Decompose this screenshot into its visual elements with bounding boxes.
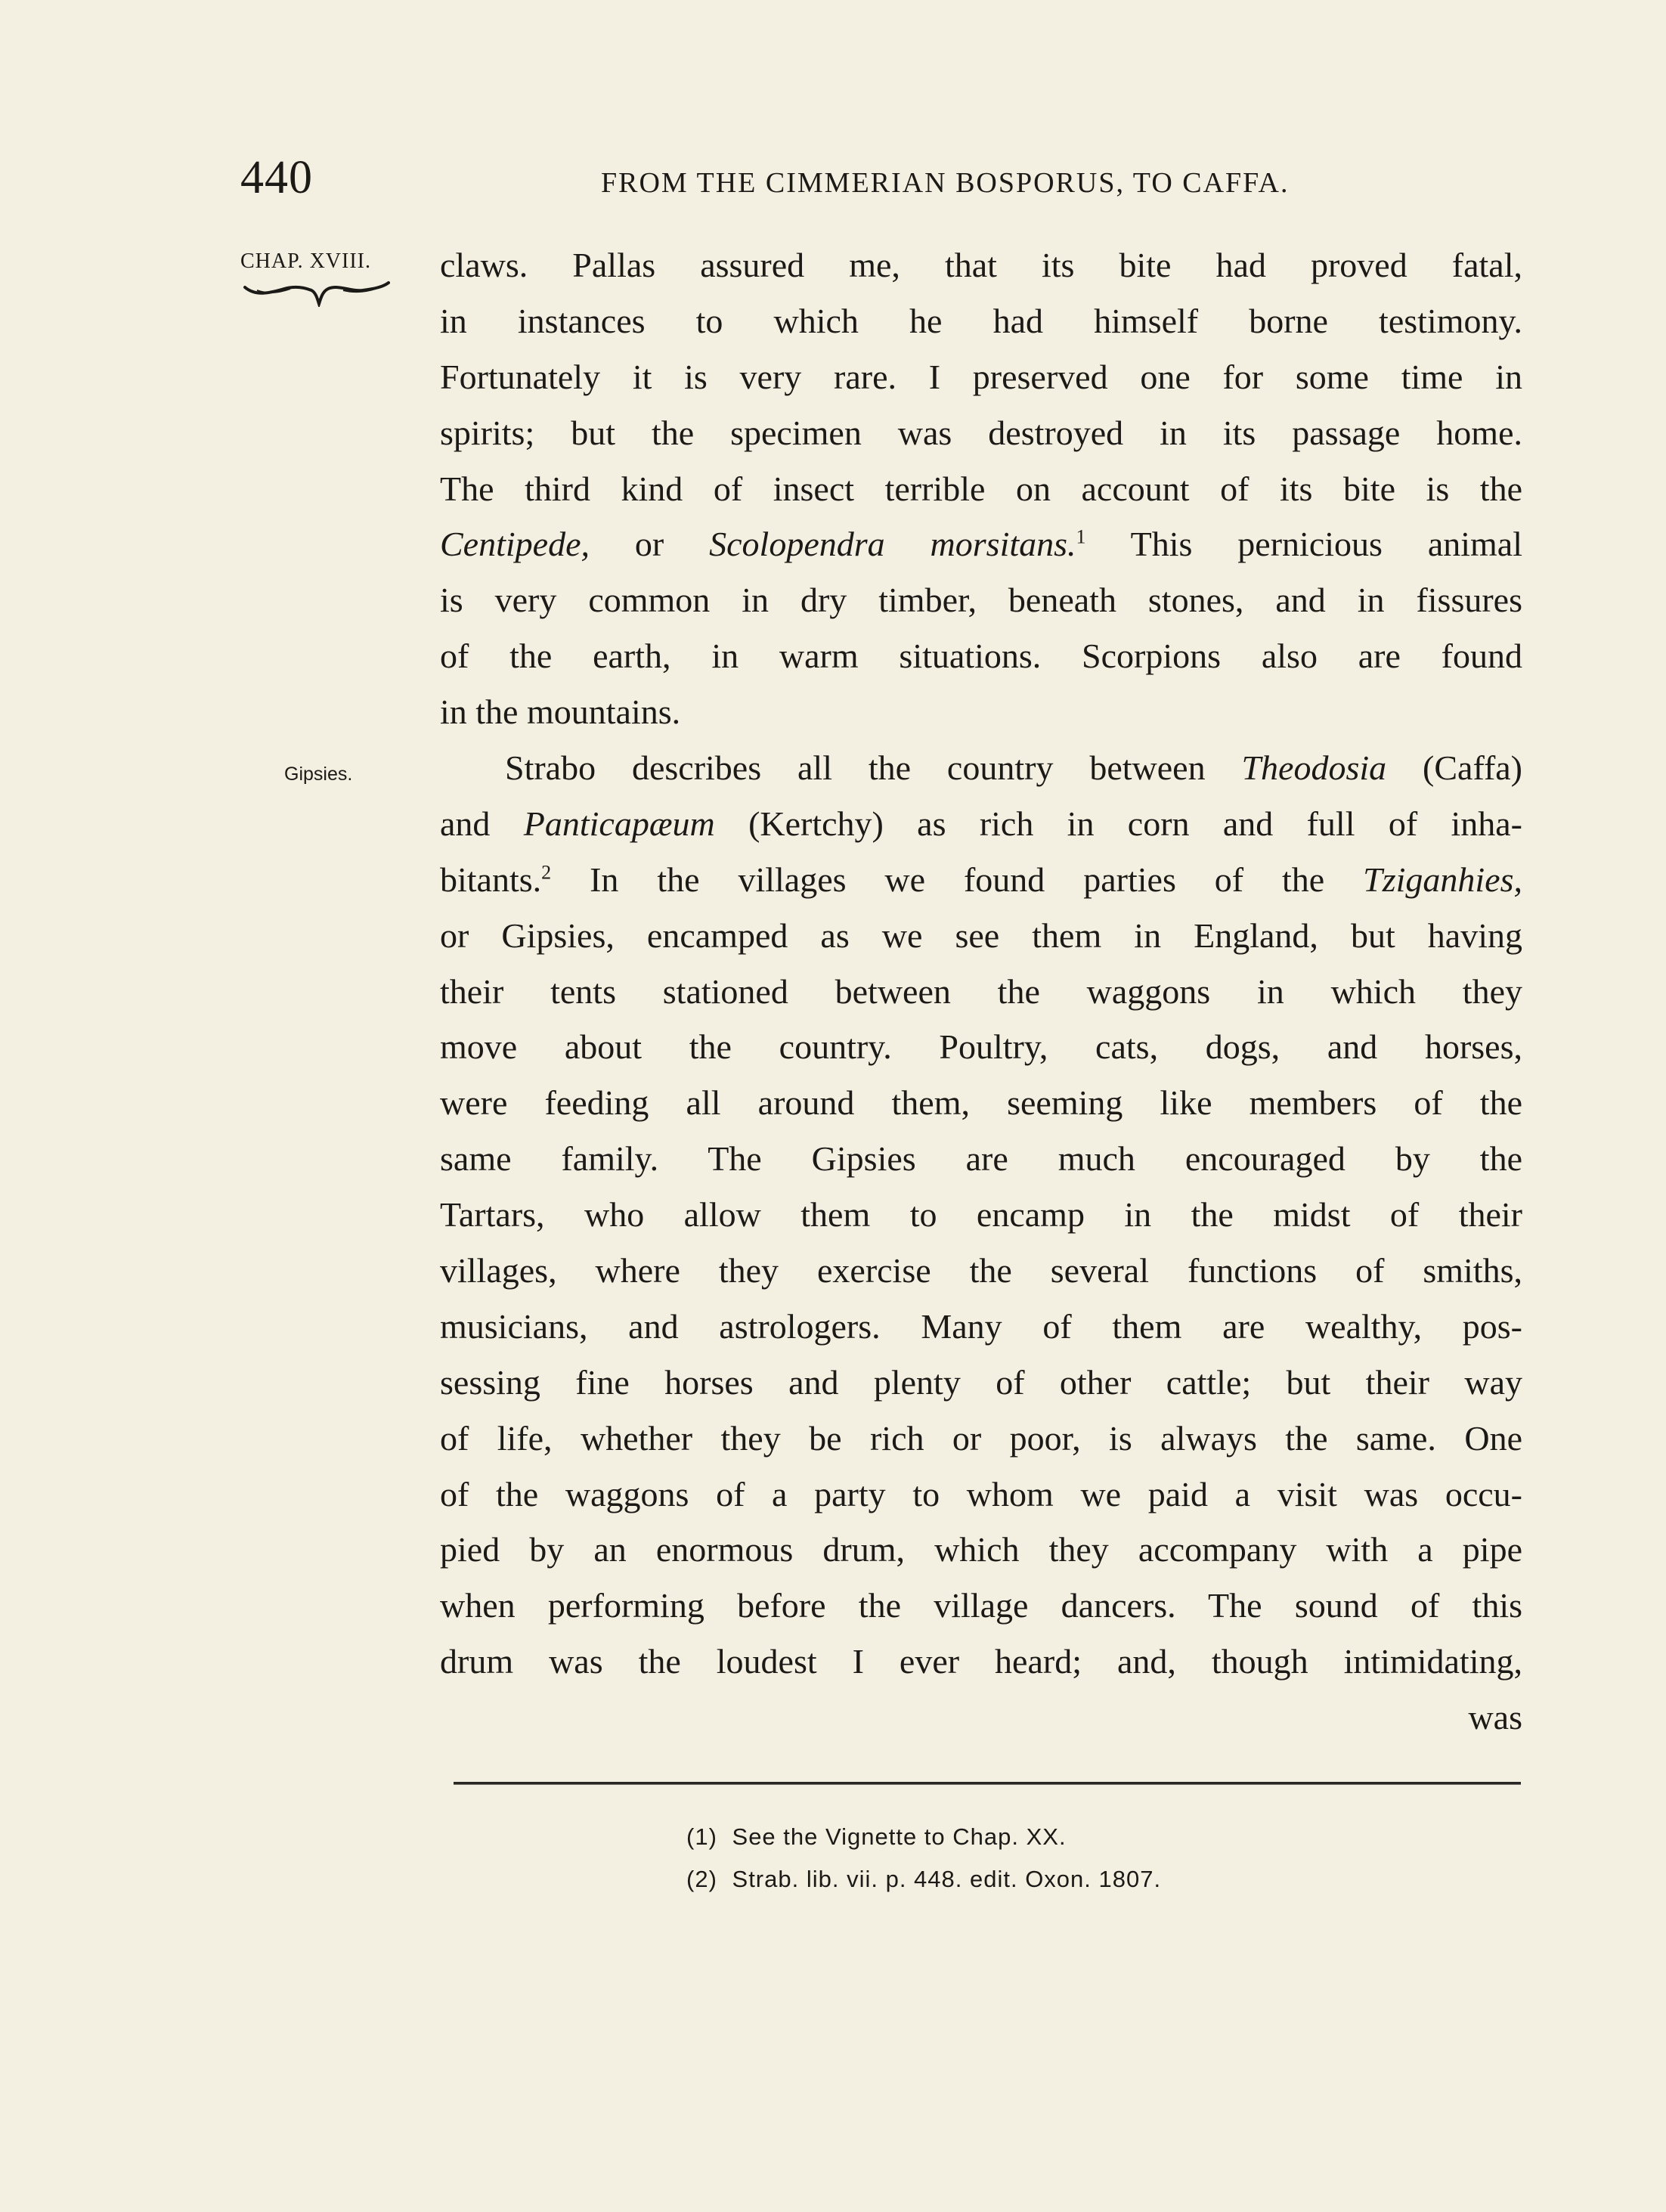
text-line	[440, 1019, 1522, 1075]
text-run: move about the country. Poultry, cats, dogs, and horses,	[440, 1027, 1522, 1067]
text-line	[440, 628, 1522, 684]
italic-text: Panticapæum	[523, 804, 715, 843]
text-run: spirits; but the specimen was destroyed in its passage home.	[440, 413, 1522, 452]
text-run: (Caffa)	[1386, 748, 1522, 788]
text-line	[440, 405, 1522, 461]
text-run: was	[1468, 1698, 1522, 1737]
footnote-text: See the Vignette to Chap. XX.	[732, 1823, 1067, 1850]
chapter-label: CHAP. XVIII.	[240, 249, 371, 273]
running-title: FROM THE CIMMERIAN BOSPORUS, TO CAFFA.	[601, 167, 1290, 199]
text-line	[440, 237, 1522, 293]
footnote-marker: (1)	[686, 1823, 717, 1850]
text-line	[440, 1131, 1522, 1187]
text-run: (Kertchy) as rich in corn and full of inha-	[714, 804, 1522, 843]
text-run: of the earth, in warm situations. Scorpions also are found	[440, 637, 1522, 676]
text-run: The third kind of insect terrible on account of its bite is the	[440, 469, 1522, 508]
text-line	[440, 1578, 1522, 1634]
text-line	[440, 1243, 1522, 1299]
text-line	[440, 349, 1522, 405]
text-run: or Gipsies, encamped as we see them in England, but having	[440, 915, 1522, 955]
text-line	[440, 572, 1522, 628]
footnote-reference: 1	[1076, 526, 1086, 549]
chapter-flourish-ornament	[242, 280, 390, 307]
text-run: bitants.	[440, 860, 542, 899]
text-line	[440, 908, 1522, 964]
text-run: claws. Pallas assured me, that its bite had proved fatal,	[440, 246, 1522, 284]
side-note-gipsies: Gipsies.	[284, 764, 353, 785]
italic-text: Scolopendra morsitans.	[709, 525, 1076, 564]
text-run: in instances to which he had himself borne testimony.	[440, 301, 1522, 340]
footnote-reference: 2	[541, 861, 552, 884]
text-line	[440, 293, 1522, 349]
footnote-rule	[454, 1782, 1521, 1785]
italic-text: Tziganhies,	[1363, 860, 1522, 899]
text-line	[440, 1075, 1522, 1131]
text-run: villages, where they exercise the several functions of smiths,	[440, 1251, 1522, 1290]
text-run: Fortunately it is very rare. I preserved one for some time in	[440, 357, 1522, 396]
text-run: is very common in dry timber, beneath stones, and in fissures	[440, 581, 1522, 620]
text-run: their tents stationed between the waggons in which they	[440, 971, 1522, 1011]
text-line	[440, 1299, 1522, 1355]
text-run: drum was the loudest I ever heard; and, though intimidating,	[440, 1642, 1522, 1681]
footnote-2	[686, 1866, 1161, 1908]
text-run: sessing fine horses and plenty of other cattle; but their way	[440, 1362, 1522, 1402]
footnotes	[686, 1823, 1161, 1908]
text-line	[440, 796, 1522, 852]
text-line	[440, 740, 1522, 796]
text-run: musicians, and astrologers. Many of them are wealthy, pos-	[440, 1306, 1522, 1346]
italic-text: Centipede,	[440, 525, 590, 564]
text-run: pied by an enormous drum, which they accompany with a pipe	[440, 1530, 1522, 1569]
text-run: In the villages we found parties of the	[551, 860, 1364, 899]
text-line	[440, 1187, 1522, 1243]
text-line	[440, 964, 1522, 1020]
text-line	[440, 461, 1522, 517]
italic-text: Theodosia	[1241, 748, 1387, 788]
footnote-text: Strab. lib. vii. p. 448. edit. Oxon. 1807.	[732, 1866, 1162, 1892]
text-run: or	[590, 525, 710, 564]
text-line	[440, 684, 1522, 740]
text-run: when performing before the village dancers. The sound of this	[440, 1586, 1522, 1625]
text-line	[440, 1411, 1522, 1467]
text-run: were feeding all around them, seeming like members of the	[440, 1083, 1522, 1123]
text-run: in the mountains.	[440, 692, 681, 732]
page-number: 440	[240, 152, 313, 203]
text-line	[440, 1467, 1522, 1523]
text-line	[440, 1690, 1522, 1746]
text-run: This pernicious animal	[1085, 525, 1522, 564]
text-run: of the waggons of a party to whom we paid a visit was occu-	[440, 1474, 1522, 1513]
text-line	[440, 1355, 1522, 1411]
text-run: Strabo describes all the country between	[505, 748, 1242, 788]
text-line	[440, 1522, 1522, 1578]
text-run: same family. The Gipsies are much encouraged by the	[440, 1139, 1522, 1179]
text-line	[440, 516, 1522, 572]
text-run: Tartars, who allow them to encamp in the midst of their	[440, 1195, 1522, 1235]
body-text	[440, 237, 1522, 1746]
text-run: and	[440, 804, 524, 843]
text-line	[440, 852, 1522, 908]
footnote-marker: (2)	[686, 1866, 717, 1892]
footnote-1	[686, 1823, 1161, 1866]
text-run: of life, whether they be rich or poor, is always the same. One	[440, 1418, 1522, 1458]
text-line	[440, 1634, 1522, 1690]
